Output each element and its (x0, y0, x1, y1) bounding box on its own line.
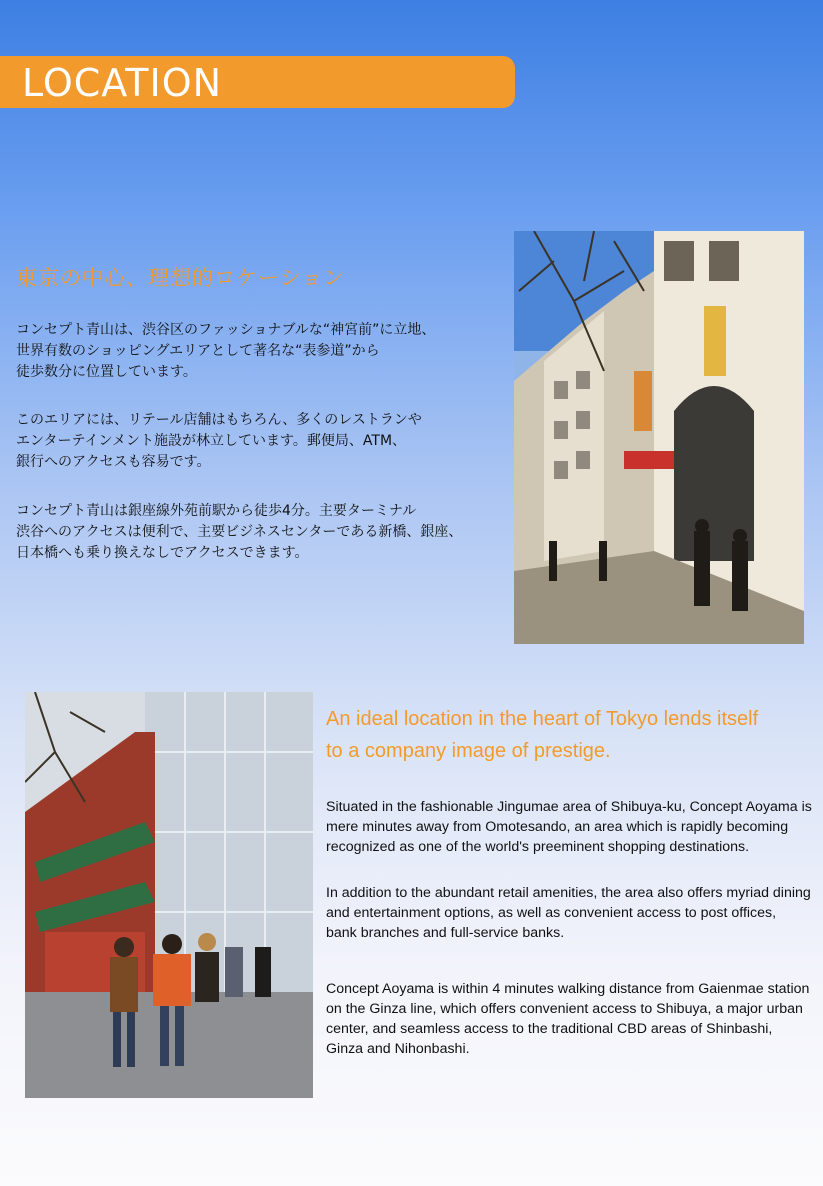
text-line: In addition to the abundant retail amenities, the area also offers myriad dining (326, 885, 811, 901)
text-line: 銀行へのアクセスも容易です。 (16, 454, 211, 470)
text-line: コンセプト青山は、渋谷区のファッショナブルな“神宮前”に立地、 (16, 322, 436, 338)
english-paragraph-3 (326, 979, 810, 1059)
text-line: bank branches and full-service banks. (326, 925, 565, 941)
text-line: 徒歩数分に位置しています。 (16, 364, 197, 380)
text-line: 世界有数のショッピングエリアとして著名な“表参道”から (16, 343, 380, 359)
text-line: Situated in the fashionable Jingumae area of Shibuya-ku, Concept Aoyama is (326, 799, 812, 815)
english-paragraph-1 (326, 797, 812, 857)
street-photo (514, 231, 804, 644)
text-line: recognized as one of the world's preeminent shopping destinations. (326, 839, 750, 855)
text-line: このエリアには、リテール店舗はもちろん、多くのレストランや (16, 412, 422, 428)
text-line: center, and seamless access to the traditional CBD areas of Shinbashi, (326, 1021, 773, 1037)
text-line: コンセプト青山は銀座線外苑前駅から徒歩4分。主要ターミナル (16, 503, 417, 519)
english-heading (326, 703, 806, 767)
heading-line: to a company image of prestige. (326, 740, 611, 762)
text-line: Ginza and Nihonbashi. (326, 1041, 470, 1057)
plaza-photo (25, 692, 313, 1098)
text-line: エンターテインメント施設が林立しています。郵便局、ATM、 (16, 433, 407, 449)
japanese-paragraph-1 (16, 320, 516, 383)
text-line: 日本橋へも乗り換えなしでアクセスできます。 (16, 545, 309, 561)
text-line: and entertainment options, as well as convenient access to post offices, (326, 905, 777, 921)
section-title: LOCATION (22, 61, 223, 105)
text-line: Concept Aoyama is within 4 minutes walking distance from Gaienmae station (326, 981, 810, 997)
text-line: mere minutes away from Omotesando, an area which is rapidly becoming (326, 819, 789, 835)
heading-line: An ideal location in the heart of Tokyo lends itself (326, 708, 759, 730)
text-line: on the Ginza line, which offers convenient access to Shibuya, a major urban (326, 1001, 803, 1017)
english-paragraph-2 (326, 883, 811, 943)
japanese-heading: 東京の中心、理想的ロケーション (16, 266, 346, 290)
japanese-paragraph-3 (16, 501, 516, 564)
section-banner (0, 56, 515, 108)
japanese-paragraph-2 (16, 410, 516, 473)
text-line: 渋谷へのアクセスは便利で、主要ビジネスセンターである新橋、銀座、 (16, 524, 463, 540)
